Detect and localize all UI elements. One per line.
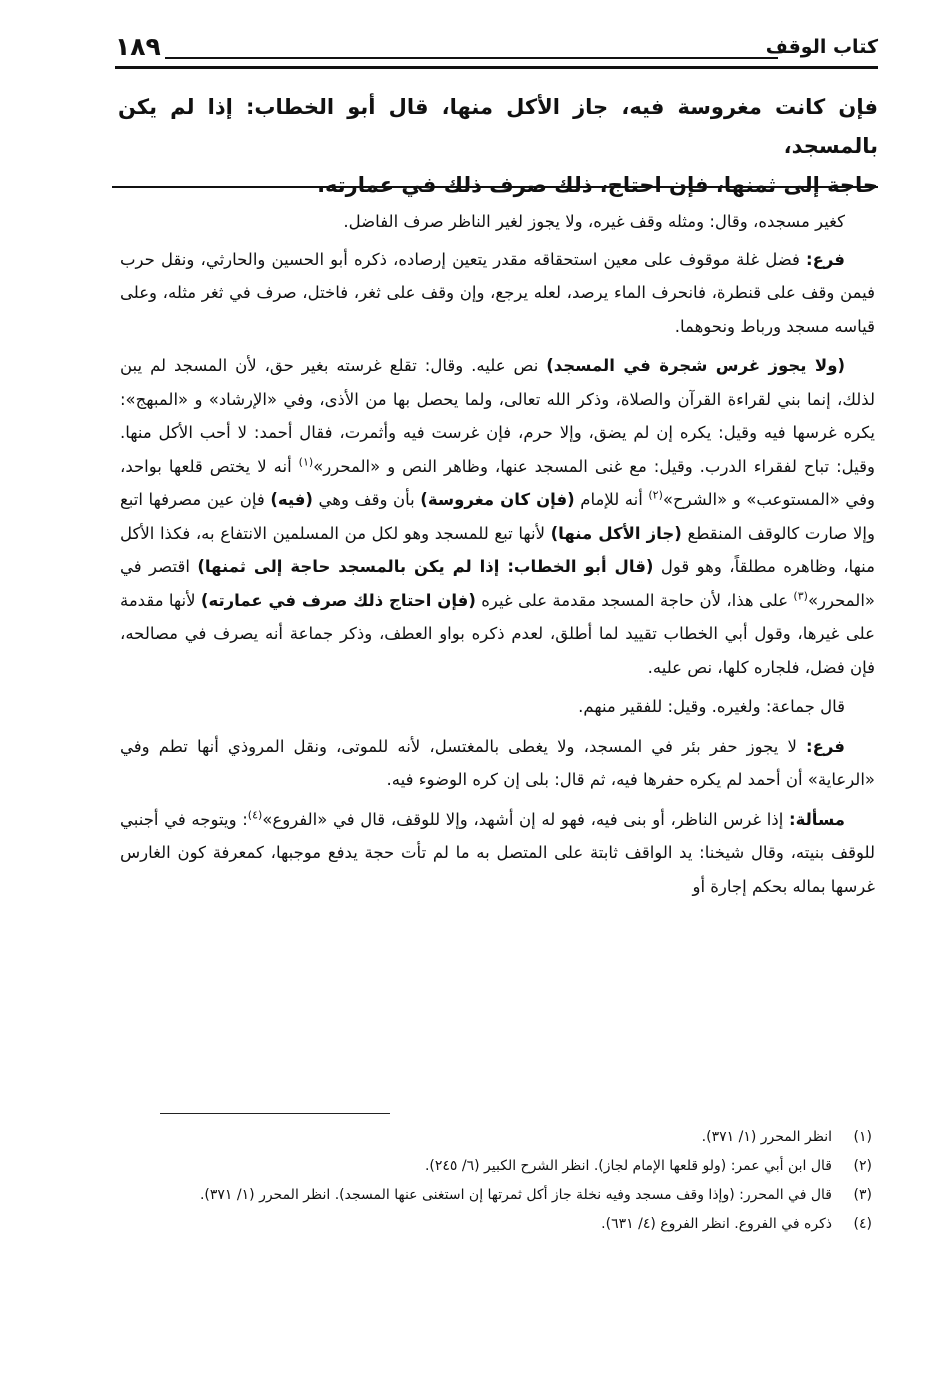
footnote-item [105,1182,872,1209]
commentary-paragraph [120,349,875,684]
footnotes [105,1124,872,1240]
commentary-paragraph [120,730,875,797]
quoted-matn: (قال أبو الخطاب: إذا لم يكن بالمسجد حاجة إلى ثمنها) [197,557,654,576]
paragraph-text: أنه للإمام [574,490,649,509]
footnote-number: (٣) [853,1187,872,1203]
footnote-ref[interactable]: (٣) [793,589,808,602]
commentary-paragraph [120,803,875,904]
paragraph-text: : ويتوجه في أجنبي للوقف بنيته، وقال شيخنا: يد الواقف ثابتة على المتصل به ما لم تأت حجة يدفع موجبها، كمعرفة كون الغارس غرسها بماله بحكم إجارة أو [120,809,875,896]
matn-separator [112,186,878,188]
paragraph-text: أنه لا يختص قلعها بواحد، وفي «المستوعب» و «الشرح» [120,456,876,509]
paragraph-text: فضل غلة موقوف على معين استحقاقه مقدر يتعين إرصاده، ذكره أبو الحسين والحارثي، ونقل حرب فيمن وقف على قنطرة، فانحرف الماء يرصد، لعله يرجع، وإن وقف على ثغر، فاختل، صرف في ثغر مثله، وعلى قياسه مسجد ورباط ونحوهما. [120,249,875,336]
footnote-text: قال في المحرر: (وإذا وقف مسجد وفيه نخلة جاز أكل ثمرتها إن استغنى عنها المسجد). انظر المحرر (١/ ٣٧١). [199,1187,832,1203]
footnote-number: (١) [853,1129,872,1145]
paragraph-text: لأنها مقدمة على غيرها، وقول أبي الخطاب تقييد لما أطلق، لعدم ذكره بواو العطف، وذكر جماعة أنه يصرف في مصالحه، فإن فضل، فلجاره كلها، نص عليه. [120,590,875,677]
commentary-paragraph [120,205,875,239]
paragraph-text: نص عليه. وقال: تقلع غرسته بغير حق، لأن المسجد لم يبن لذلك، إنما بني لقراءة القرآن والصلاة، وذكر الله تعالى، ولما يحصل بها من الأذى، وفي «الإرشاد» و «المبهج»: يكره غرسها فيه وقيل: يكره إن لم يضق، وإلا حرم، فإن غرست فيه وأثمرت، فقال أحمد: لا أحب الأكل منها. وقيل: تباح لفقراء الدرب. وقيل: مع غنى المسجد عنها، وظاهر النص و «المحرر» [120,356,875,476]
paragraph-text: لا يجوز حفر بئر في المسجد، ولا يغطى بالمغتسل، لأنه للموتى، ونقل المروذي أنها تطم وفي «الرعاية» أن أحمد لم يكره حفرها فيه، ثم قال: بلى إن كره الوضوء فيه. [120,736,875,789]
paragraph-text: اقتصر في «المحرر» [120,557,876,610]
commentary-paragraph [120,690,875,724]
paragraph-text: قال جماعة: ولغيره. وقيل: للفقير منهم. [578,697,845,716]
page-number: ١٨٩ [115,32,161,61]
header-rule-thin [165,57,778,59]
footnote-text: ذكره في الفروع. انظر الفروع (٤/ ٦٣١). [601,1216,832,1232]
footnote-separator [160,1113,390,1114]
paragraph-text: بأن وقف وهي [312,490,421,509]
quoted-matn: (جاز الأكل منها) [550,523,682,543]
footnote-item [105,1211,872,1238]
footnote-item [105,1124,872,1151]
running-header [115,30,878,70]
footnote-item [105,1153,872,1180]
footnote-text: انظر المحرر (١/ ٣٧١). [701,1129,832,1145]
quoted-matn: (ولا يجوز غرس شجرة في المسجد) [546,356,845,375]
commentary [120,205,875,909]
header-rule-thick [115,66,878,69]
subsection-label: فرع: [806,249,845,269]
paragraph-text: لأنها تبع للمسجد وهو لكل من المسلمين الانتفاع به، فكذا الأكل منها، وظاهره مطلقاً، وهو قول [120,523,875,576]
quoted-matn: (فيه) [270,490,313,509]
paragraph-text: على هذا، لأن حاجة المسجد مقدمة على غيره [475,590,794,610]
footnote-text: قال ابن أبي عمر: (ولو قلعها الإمام لجاز). انظر الشرح الكبير (٦/ ٢٤٥). [424,1158,832,1174]
footnote-number: (٢) [853,1158,872,1174]
footnote-number: (٤) [853,1216,872,1232]
matn-line: حاجة إلى ثمنها، فإن احتاج، ذلك صرف ذلك في عمارته. [317,173,878,197]
footnote-ref[interactable]: (٤) [247,808,263,821]
footnote-ref[interactable]: (٢) [648,488,663,502]
paragraph-text: كغير مسجده، وقال: ومثله وقف غيره، ولا يجوز لغير الناظر صرف الفاضل. [343,212,845,231]
subsection-label: فرع: [806,736,845,756]
paragraph-text: إذا غرس الناظر، أو بنى فيه، فهو له إن أشهد، وإلا للوقف، قال في «الفروع» [262,809,789,829]
paragraph-text: فإن عين مصرفها اتبع وإلا صارت كالوقف المنقطع [120,490,875,543]
quoted-matn: (فإن كان مغروسة) [420,490,575,509]
quoted-matn: (فإن احتاج ذلك صرف في عمارته) [200,590,476,610]
footnote-ref[interactable]: (١) [298,455,314,468]
subsection-label: مسألة: [788,809,845,829]
book-title: كتاب الوقف [765,36,878,58]
commentary-paragraph [120,243,875,344]
matn-line: فإن كانت مغروسة فيه، جاز الأكل منها، قال أبو الخطاب: إذا لم يكن بالمسجد، [118,95,878,158]
